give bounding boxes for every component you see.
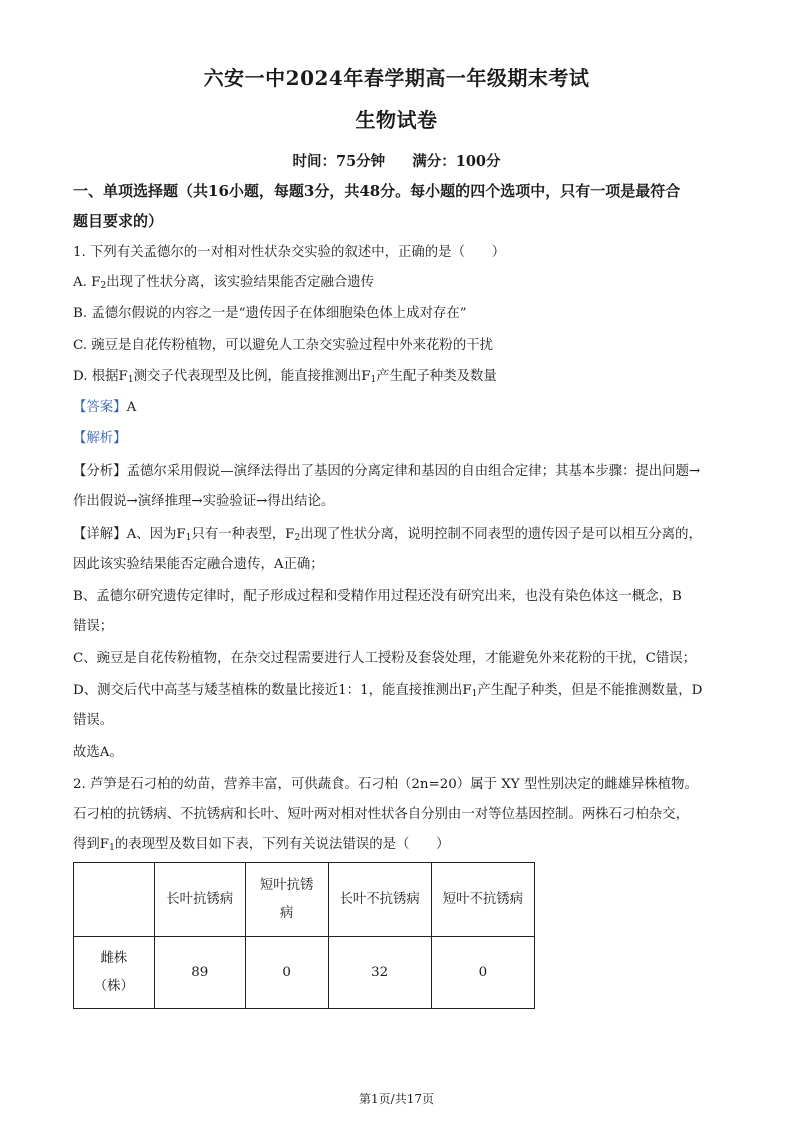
q2-table bbox=[73, 862, 535, 1009]
table-header-cell: 长叶不抗锈病 bbox=[328, 863, 431, 937]
q1-detail-b2: 错误； bbox=[73, 619, 114, 634]
answer-tag: 【答案】 bbox=[73, 400, 127, 415]
table-header-cell bbox=[74, 863, 155, 937]
exam-score: 满分：100分 bbox=[412, 153, 501, 170]
exam-meta bbox=[0, 150, 793, 171]
q1-detail-d1: D、测交后代中高茎与矮茎植株的数量比接近1：1，能直接推测出$F_1$产生配子种类，但是不能推测数量，D bbox=[73, 683, 703, 699]
table-cell: 0 bbox=[245, 937, 328, 1009]
q1-detail-c: C、豌豆是自花传粉植物，在杂交过程需要进行人工授粉及套袋处理，才能避免外来花粉的干扰，C错误； bbox=[73, 651, 697, 666]
q1-detail-b1: B、孟德尔研究遗传定律时，配子形成过程和受精作用过程还没有研究出来，也没有染色体这一概念，B bbox=[73, 589, 682, 604]
q1-option-c: C. 豌豆是自花传粉植物，可以避免人工杂交实验过程中外来花粉的干扰 bbox=[73, 338, 493, 353]
q1-fenxi-line2: 作出假说→演绎推理→实验验证→得出结论。 bbox=[73, 494, 335, 509]
q2-stem-line1: 2. 芦笋是石刁柏的幼苗，营养丰富，可供蔬食。石刁柏（2n=20）属于 XY 型性别决定的雌雄异株植物。 bbox=[73, 777, 698, 792]
exam-subtitle: 生物试卷 bbox=[355, 108, 438, 132]
q1-detail-a1: 【详解】A、因为$F_1$只有一种表型，$F_2$出现了性状分离，说明控制不同表型的遗传因子是可以相互分离的， bbox=[73, 527, 702, 543]
q1-option-b: B. 孟德尔假说的内容之一是“遗传因子在体细胞染色体上成对存在” bbox=[73, 306, 467, 321]
exam-time: 时间：75分钟 bbox=[292, 153, 386, 170]
q1-option-d: D. 根据$F_1$测交子代表现型及比例，能直接推测出$F_1$产生配子种类及数量 bbox=[73, 369, 497, 385]
table-row bbox=[74, 937, 535, 1009]
table-row-label: 雌株 （株） bbox=[74, 937, 155, 1009]
q2-stem-line3: 得到$F_1$的表现型及数目如下表，下列有关说法错误的是（ ） bbox=[73, 837, 450, 853]
q1-stem: 1. 下列有关孟德尔的一对相对性状杂交实验的叙述中，正确的是（ ） bbox=[73, 245, 506, 260]
exam-title: 六安一中2024年春学期高一年级期末考试 bbox=[203, 66, 590, 90]
section-heading-line1: 一、单项选择题（共16小题，每题3分，共48分。每小题的四个选项中，只有一项是最符合 bbox=[73, 182, 681, 200]
section-heading-line2: 题目要求的） bbox=[73, 212, 164, 230]
q1-option-a: A. $F_2$出现了性状分离，该实验结果能否定融合遗传 bbox=[73, 275, 375, 291]
section-heading bbox=[73, 176, 733, 236]
q2-stem-line2: 石刁柏的抗锈病、不抗锈病和长叶、短叶两对相对性状各自分别由一对等位基因控制。两株石刁柏杂交， bbox=[73, 807, 689, 822]
q1-detail-a2: 因此该实验结果能否定融合遗传，A正确； bbox=[73, 557, 324, 572]
q1-detail-d2: 错误。 bbox=[73, 713, 114, 728]
table-cell: 89 bbox=[154, 937, 245, 1009]
table-header-cell: 长叶抗锈病 bbox=[154, 863, 245, 937]
table-cell: 0 bbox=[431, 937, 534, 1009]
table-header-cell: 短叶不抗锈病 bbox=[431, 863, 534, 937]
q1-analysis-tag: 【解析】 bbox=[73, 431, 127, 446]
q1-fenxi-line1: 【分析】孟德尔采用假说—演绎法得出了基因的分离定律和基因的自由组合定律；其基本步骤：提出问题→ bbox=[73, 464, 701, 479]
q1-conclusion: 故选A。 bbox=[73, 745, 123, 760]
table-cell: 32 bbox=[328, 937, 431, 1009]
page-footer: 第1页/共17页 bbox=[359, 1092, 434, 1106]
q1-answer: 【答案】A bbox=[73, 400, 137, 415]
table-header-row bbox=[74, 863, 535, 937]
table-header-cell: 短叶抗锈 病 bbox=[245, 863, 328, 937]
